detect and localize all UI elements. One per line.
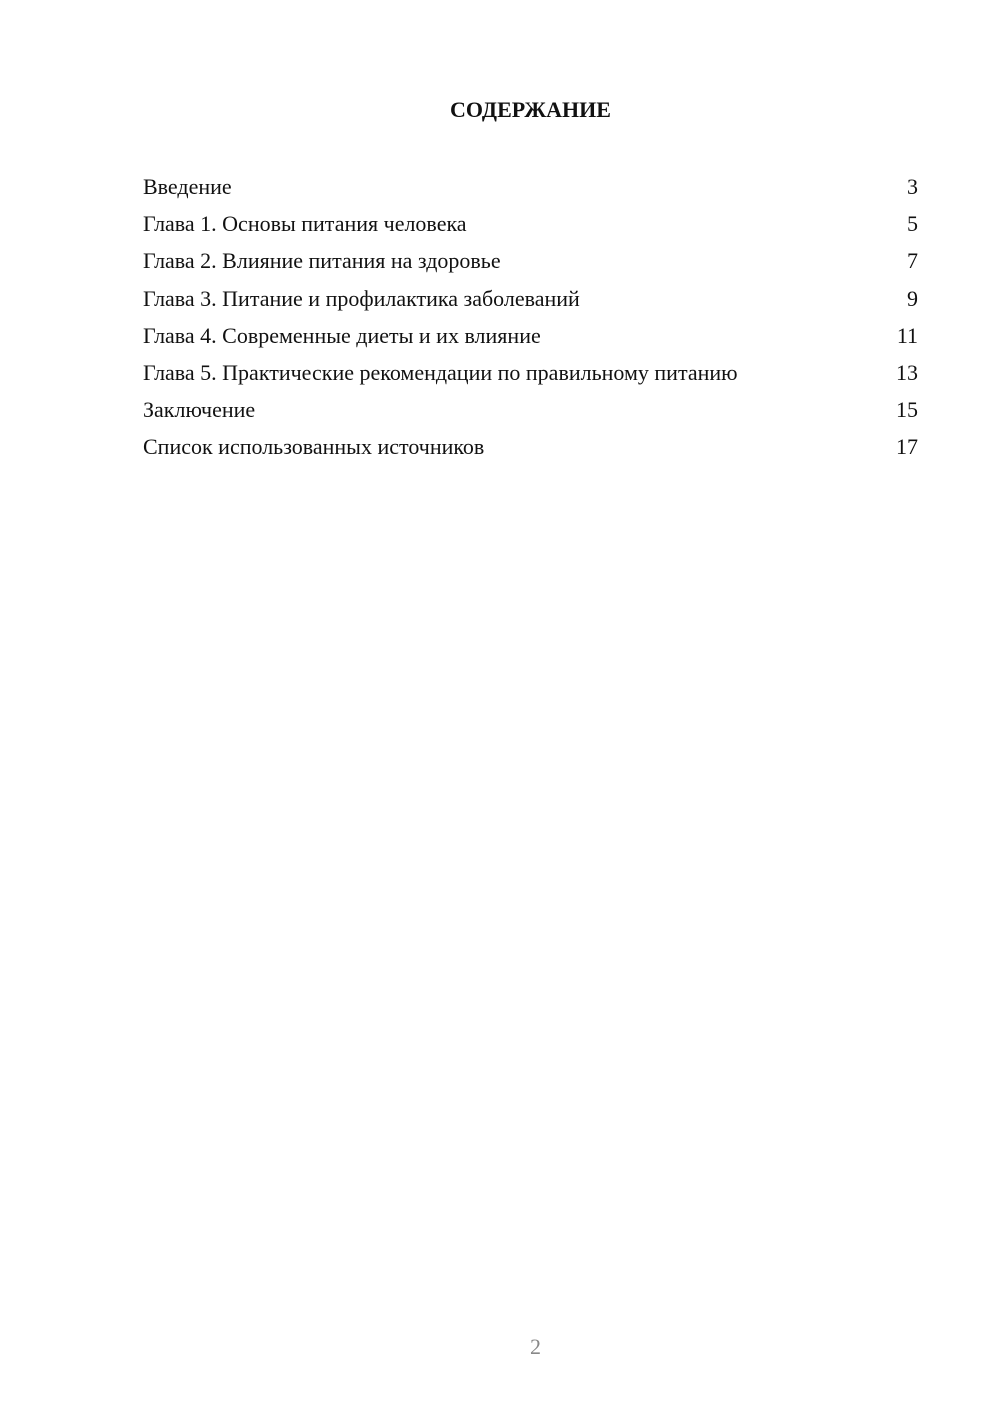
toc-entry-chapter-5 xyxy=(143,354,918,391)
toc-entry-chapter-2 xyxy=(143,242,918,279)
toc-entry-title: Список использованных источников xyxy=(143,434,485,460)
page-number: 2 xyxy=(530,1334,541,1359)
toc-entry-title: Глава 3. Питание и профилактика заболеваний xyxy=(143,285,580,311)
toc-entry-conclusion xyxy=(143,391,918,428)
toc-entry-page: 7 xyxy=(907,248,918,274)
toc-heading: СОДЕРЖАНИЕ xyxy=(450,97,611,122)
toc-entry-page: 13 xyxy=(896,359,918,385)
toc-entry-references xyxy=(143,428,918,465)
toc-entry-introduction xyxy=(143,168,918,205)
toc-entry-chapter-1 xyxy=(143,205,918,242)
toc-entry-page: 9 xyxy=(907,285,918,311)
toc-entry-page: 5 xyxy=(907,211,918,237)
toc-entry-title: Глава 4. Современные диеты и их влияние xyxy=(143,322,541,348)
toc-entry-page: 11 xyxy=(896,322,918,348)
toc-list xyxy=(143,168,918,466)
toc-entry-page: 15 xyxy=(896,397,918,423)
toc-entry-title: Глава 5. Практические рекомендации по правильному питанию xyxy=(143,359,738,385)
toc-entry-title: Заключение xyxy=(143,397,256,423)
toc-entry-title: Глава 2. Влияние питания на здоровье xyxy=(143,248,501,274)
toc-entry-page: 3 xyxy=(907,174,918,199)
toc-entry-title: Глава 1. Основы питания человека xyxy=(143,211,467,237)
toc-entry-chapter-3 xyxy=(143,280,918,317)
toc-entry-title: Введение xyxy=(143,174,232,199)
toc-entry-page: 17 xyxy=(896,434,918,460)
toc-entry-chapter-4 xyxy=(143,317,918,354)
